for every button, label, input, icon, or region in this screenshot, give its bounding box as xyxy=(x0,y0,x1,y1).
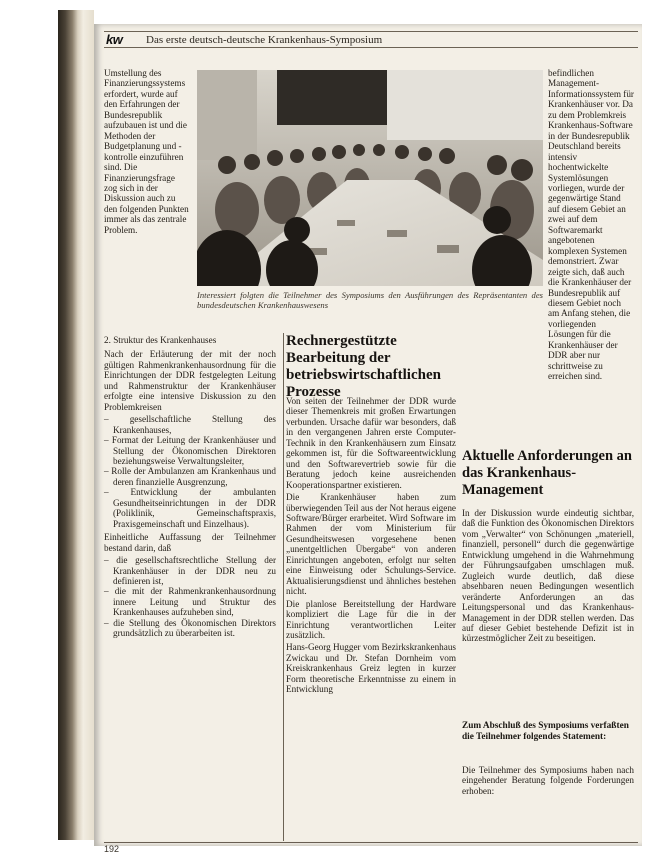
right-column xyxy=(462,508,634,646)
middle-paragraph-1: Von seiten der Teilnehmer der DDR wurde dieser Themenkreis mit großen Erwartungen verbunden. Ursache dafür war besonders, daß in den vergangenen Jahren erste Computer-Technik in den Krankenhäusern zum Einsatz gekommen ist, für die Softwareentwicklung und den Softwarevertrieb sowie für die Beratung jedoch keine ausreichenden Kooperationspartner existieren. xyxy=(286,396,456,490)
left-intro-paragraph: Nach der Erläuterung der mit der noch gültigen Rahmenkrankenhausordnung für die Einrichtungen der DDR festgelegten Leitung und Rahmenstruktur der Krankenhäuser erfolgte eine intensive Diskussion zu den Problemkreisen xyxy=(104,349,276,412)
left-column-top xyxy=(104,68,190,237)
list-item: – Rolle der Ambulanzen am Krankenhaus und deren finanzielle Ausgrenzung, xyxy=(104,466,276,487)
list-item: – Entwicklung der ambulanten Gesundheitseinrichtungen in der DDR (Poliklinik, Gemeinschaftspraxis, Praxisgemeinschaft und Einzelhaus). xyxy=(104,487,276,529)
right-paragraph-1: In der Diskussion wurde eindeutig sichtbar, daß die Funktion des Ökonomischen Direktors vom „Verwalter“ von Schönungen „materiell, finanziell, personell“ durch die gegenwärtige Entwicklung umgehend in die Wahrnehmung der Führungsaufgaben umschlagen muß. Zugleich wurde deutlich, daß diese absehbaren neuen Bedingungen wesentlich veränderte Anforderungen an das Leitungspersonal und das Krankenhaus-Management in der DDR stellen werden. Das auf dieser Gebiet bestehende Defizit ist in kürzestmöglicher Zeit zu beseitigen. xyxy=(462,508,634,644)
symposium-photo xyxy=(197,70,543,286)
book-spine xyxy=(58,10,94,840)
column-divider xyxy=(283,333,284,841)
problem-list xyxy=(104,414,276,529)
right-paragraph-2: Die Teilnehmer des Symposiums haben nach eingehender Beratung folgende Forderungen erhoben: xyxy=(462,765,634,796)
right-column-end xyxy=(462,765,634,798)
header-title: Das erste deutsch-deutsche Krankenhaus-Symposium xyxy=(146,34,383,46)
left-after-paragraph: Einheitliche Auffassung der Teilnehmer bestand darin, daß xyxy=(104,532,276,553)
middle-paragraph-4: Hans-Georg Hugger vom Bezirkskrankenhaus Zwickau und Dr. Stefan Dornheim vom Kreiskrankenhaus Greiz legten in kurzer Form theoretische Erkenntnisse zu einem in Entwicklung xyxy=(286,642,457,695)
headline-aktuelle-anforderungen: Aktuelle Anforderungen an das Krankenhaus-Management xyxy=(462,448,632,498)
statement-subheading: Zum Abschluß des Symposiums verfaßten die Teilnehmer folgendes Statement: xyxy=(462,721,629,742)
list-item: – die gesellschaftsrechtliche Stellung der Krankenhäuser in der DDR neu zu definieren ist, xyxy=(104,555,276,586)
middle-paragraph-3: Die planlose Bereitstellung der Hardware kompliziert die Lage für die in der Einrichtung verantwortlichen Leiter zusätzlich. xyxy=(286,598,456,640)
list-item: – die Stellung des Ökonomischen Direktors grundsätzlich zu überarbeiten ist. xyxy=(104,618,276,639)
middle-column xyxy=(286,396,456,697)
middle-paragraph-2: Die Krankenhäuser haben zum überwiegenden Teil aus der Not heraus eigene Software/Bürger erarbeitet. Wird Software im Rahmen der vom Ministerium für Gesundheitswesen vorgesehene benen „unentgeltlichen Übergabe“ von anderen Einrichtungen angeboten, erfolgt nur selten eine Einweisung oder Schulungs-Service. Aktualisierungsdienst und ähnliches bestehen nicht. xyxy=(286,492,456,597)
right-column-top xyxy=(548,68,634,384)
left-column xyxy=(104,335,276,639)
list-item: – die mit der Rahmenkrankenhausordnung innere Leitung und Struktur des Krankenhauses aufzuheben sind, xyxy=(104,586,276,617)
page-number: 192 xyxy=(104,844,120,854)
consensus-list xyxy=(104,555,276,639)
list-item: – Format der Leitung der Krankenhäuser und Stellung der Ökonomischen Direktoren beziehungsweise Verwaltungsleiter, xyxy=(104,435,276,466)
section-heading-structure: 2. Struktur des Krankenhauses xyxy=(104,335,217,345)
left-column-top-text: Umstellung des Finanzierungssystems erfordert, wurde auf den Erfahrungen der Bundesrepublik aufzubauen ist und die Methoden der Budgetplanung und -kontrolle einzuführen sind. Die Finanzierungsfrage zog sich in der Diskussion auch zu den folgenden Punkten immer als das zentrale Problem. xyxy=(104,68,189,235)
magazine-logo: kw xyxy=(106,32,123,47)
photo-caption: Interessiert folgten die Teilnehmer des Symposiums den Ausführungen des Repräsentanten des bundesdeutschen Krankenhauswesens xyxy=(197,290,543,310)
footer-rule xyxy=(104,842,638,843)
right-column-top-text: befindlichen Management-Informationssystem für Krankenhäuser vor. Da zu dem Problemkreis Krankenhaus-Software in der Bundesrepublik Deutschland bereits intensiv hochentwickelte Systemlösungen vorliegen, wurde der gegenwärtige Stand auf diesem Gebiet an zwei auf dem Softwaremarkt angebotenen komplexen Systemen demonstriert. Zwar zeigte sich, daß auch die Krankenhäuser der Bundesrepublik auf diesem Gebiet noch am Anfang stehen, die vorliegenden Lösungen für die Krankenhäuser der DDR aber nur schrittweise zu erreichen sind. xyxy=(548,68,634,382)
headline-rechnergestuetzt: Rechnergestützte Bearbeitung der betriebswirtschaftlichen Prozesse xyxy=(286,333,441,400)
list-item: – gesellschaftliche Stellung des Krankenhauses, xyxy=(104,414,276,435)
